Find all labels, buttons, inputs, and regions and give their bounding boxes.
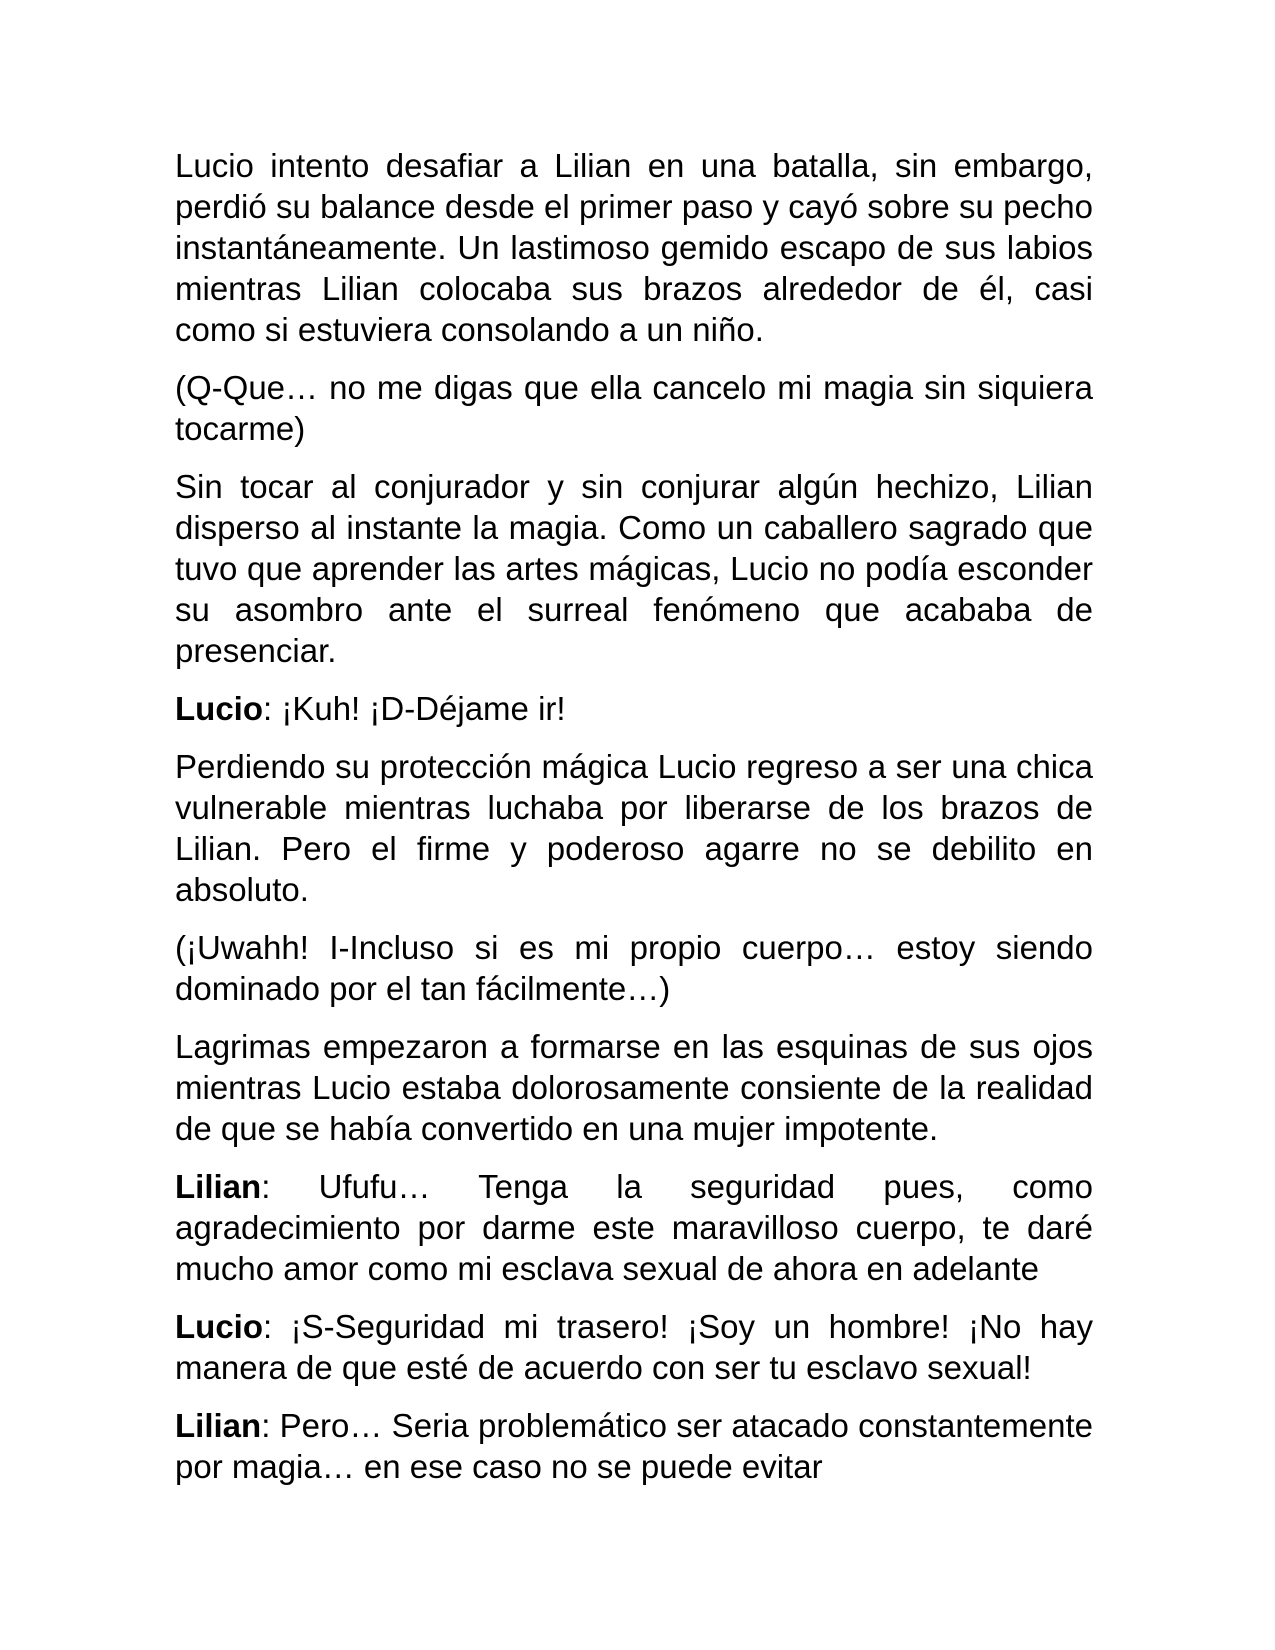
speaker-name: Lilian bbox=[175, 1407, 262, 1444]
document-body bbox=[175, 145, 1093, 1504]
paragraph-text: Lagrimas empezaron a formarse en las esquinas de sus ojos mientras Lucio estaba dolorosamente consiente de la realidad de que se había convertido en una mujer impotente. bbox=[175, 1028, 1093, 1147]
speaker-name: Lilian bbox=[175, 1168, 262, 1205]
paragraph-thought bbox=[175, 367, 1093, 449]
dialogue-text: : Pero… Seria problemático ser atacado constantemente por magia… en ese caso no se puede evitar bbox=[175, 1407, 1093, 1485]
speaker-name: Lucio bbox=[175, 690, 263, 727]
dialogue-text: : ¡Kuh! ¡D-Déjame ir! bbox=[263, 690, 566, 727]
paragraph-dialogue bbox=[175, 688, 1093, 729]
paragraph-narration bbox=[175, 1026, 1093, 1149]
paragraph-text: (Q-Que… no me digas que ella cancelo mi magia sin siquiera tocarme) bbox=[175, 369, 1093, 447]
paragraph-text: (¡Uwahh! I-Incluso si es mi propio cuerpo… estoy siendo dominado por el tan fácilmente…) bbox=[175, 929, 1093, 1007]
paragraph-text: Lucio intento desafiar a Lilian en una batalla, sin embargo, perdió su balance desde el primer paso y cayó sobre su pecho instantáneamente. Un lastimoso gemido escapo de sus labios mientras Lilian colocaba sus brazos alrededor de él, casi como si estuviera consolando a un niño. bbox=[175, 147, 1093, 348]
paragraph-dialogue bbox=[175, 1166, 1093, 1289]
speaker-name: Lucio bbox=[175, 1308, 263, 1345]
paragraph-narration bbox=[175, 145, 1093, 350]
paragraph-narration bbox=[175, 746, 1093, 910]
dialogue-text: : ¡S-Seguridad mi trasero! ¡Soy un hombre! ¡No hay manera de que esté de acuerdo con ser tu esclavo sexual! bbox=[175, 1308, 1093, 1386]
paragraph-thought bbox=[175, 927, 1093, 1009]
dialogue-text: : Ufufu… Tenga la seguridad pues, como agradecimiento por darme este maravilloso cuerpo, te daré mucho amor como mi esclava sexual de ahora en adelante bbox=[175, 1168, 1093, 1287]
paragraph-narration bbox=[175, 466, 1093, 671]
paragraph-dialogue bbox=[175, 1306, 1093, 1388]
paragraph-text: Sin tocar al conjurador y sin conjurar algún hechizo, Lilian disperso al instante la magia. Como un caballero sagrado que tuvo que aprender las artes mágicas, Lucio no podía esconder su asombro ante el surreal fenómeno que acababa de presenciar. bbox=[175, 468, 1093, 669]
paragraph-text: Perdiendo su protección mágica Lucio regreso a ser una chica vulnerable mientras luchaba por liberarse de los brazos de Lilian. Pero el firme y poderoso agarre no se debilito en absoluto. bbox=[175, 748, 1093, 908]
paragraph-dialogue bbox=[175, 1405, 1093, 1487]
